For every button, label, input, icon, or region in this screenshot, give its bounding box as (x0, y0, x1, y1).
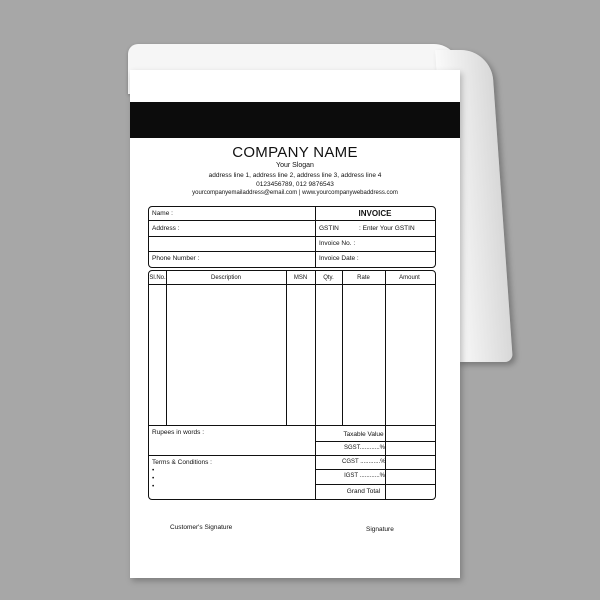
col-rate: Rate (357, 275, 370, 281)
col-description: Description (210, 275, 241, 281)
col-amount: Amount (399, 275, 420, 281)
sgst-label: SGST............% (343, 445, 385, 451)
name-label: Name : (152, 210, 173, 217)
terms-bullet: • (152, 483, 155, 490)
invoice-title: INVOICE (358, 209, 392, 218)
invoice-date-label: Invoice Date : (319, 255, 359, 262)
grand-total-label: Grand Total (346, 488, 381, 495)
terms-bullet: • (152, 467, 155, 474)
col-slno: Sl.No. (149, 275, 166, 281)
gstin-value: : Enter Your GSTIN (359, 225, 415, 232)
rupees-in-words-label: Rupees in words : (152, 429, 205, 436)
terms-bullet: • (152, 475, 155, 482)
col-msn: MSN (293, 275, 308, 281)
company-phones: 0123456789, 012 9876543 (256, 181, 334, 188)
igst-label: IGST ............% (344, 473, 385, 479)
invoice-no-label: Invoice No. : (319, 240, 356, 247)
signature-label: Signature (366, 526, 394, 533)
terms-label: Terms & Conditions : (152, 459, 212, 466)
company-address: address line 1, address line 2, address line 3, address line 4 (208, 172, 382, 179)
invoice-sheet (130, 70, 460, 578)
cgst-label: CGST ............% (342, 459, 386, 465)
header-band (130, 102, 460, 138)
col-qty: Qty. (323, 275, 334, 281)
company-web: yourcompanyemailaddress@email.com | www.yourcompanywebaddress.com (192, 190, 398, 196)
company-name: COMPANY NAME (232, 144, 358, 161)
company-slogan: Your Slogan (276, 162, 314, 169)
phone-label: Phone Number : (152, 255, 200, 262)
address-label: Address : (152, 225, 180, 232)
taxable-value-label: Taxable Value (343, 431, 384, 438)
gstin-label: GSTIN (319, 225, 339, 232)
customer-signature-label: Customer's Signature (170, 524, 233, 531)
